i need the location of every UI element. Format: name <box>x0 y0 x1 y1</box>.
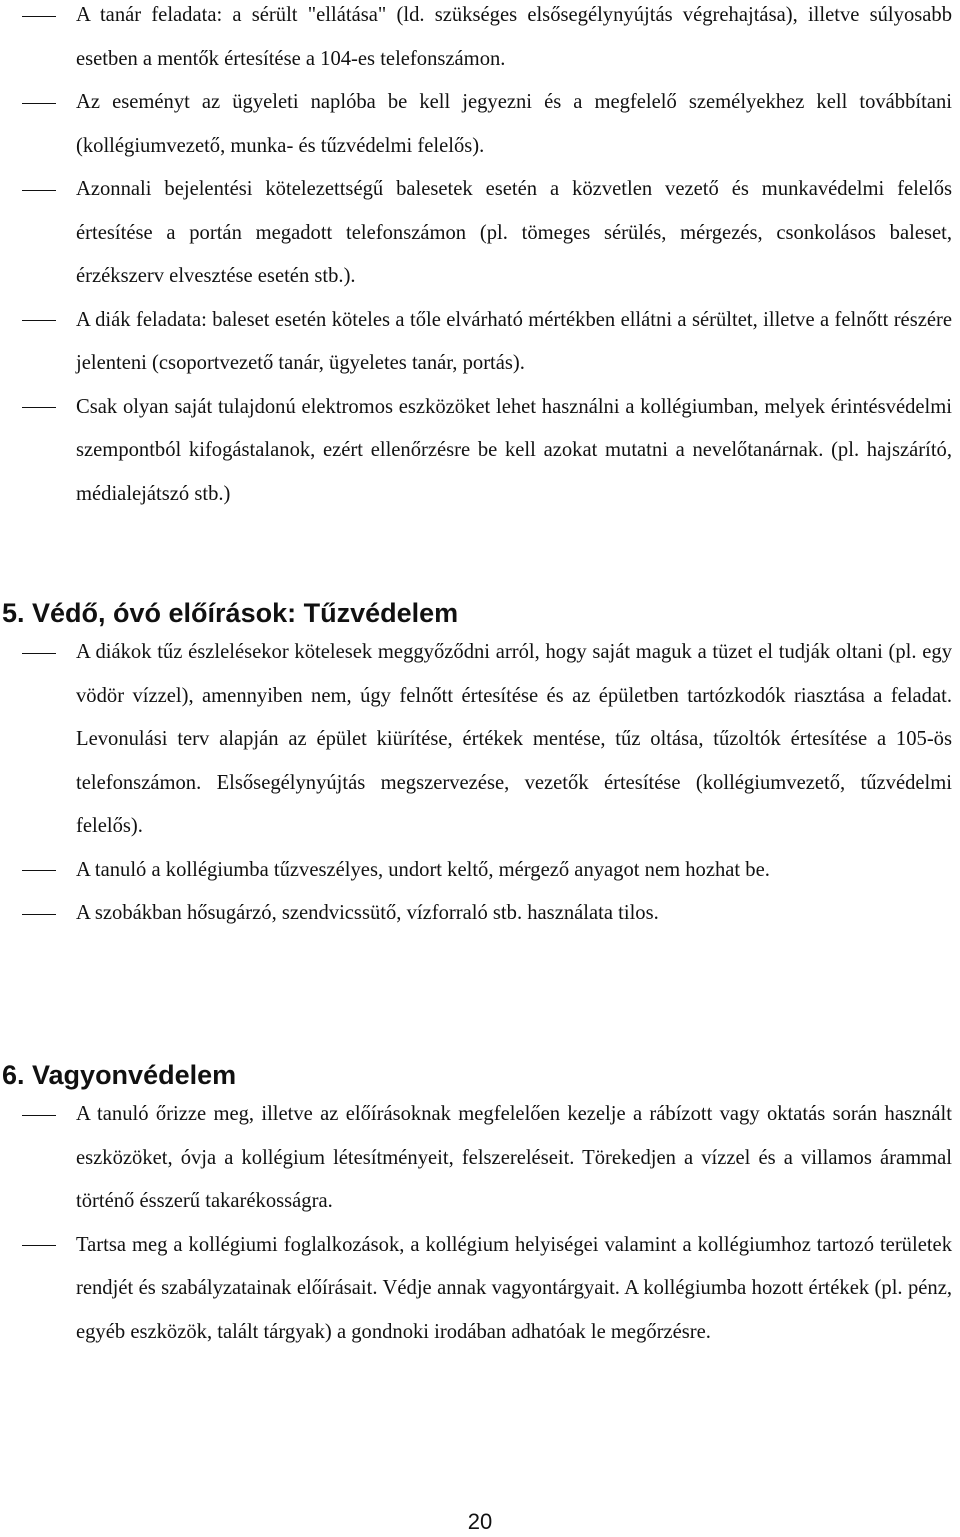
dash-bullet-icon <box>22 631 56 675</box>
list-item: Csak olyan saját tulajdonú elektromos eszközöket lehet használni a kollégiumban, melyek érintésvédelmi szempontból kifogástalanok, ezért ellenőrzésre be kell azokat mutatni a nevelőtanárnak. (pl. hajszárító, médialejátszó stb.) <box>0 386 960 517</box>
dash-bullet-icon <box>22 81 56 125</box>
dash-bullet-icon <box>22 168 56 212</box>
dash-bullet-icon <box>22 0 56 38</box>
dash-bullet-icon <box>22 849 56 893</box>
section-6-heading: 6. Vagyonvédelem <box>2 1060 237 1090</box>
list-item: Az eseményt az ügyeleti naplóba be kell jegyezni és a megfelelő személyekhez kell továbbítani (kollégiumvezető, munka- és tűzvédelmi felelős). <box>0 81 960 168</box>
list-item: A tanuló őrizze meg, illetve az előírásoknak megfelelően kezelje a rábízott vagy oktatás során használt eszközöket, óvja a kollégium létesítményeit, felszereléseit. Törekedjen a vízzel és a villamos árammal történő ésszerű takarékosságra. <box>0 1093 960 1224</box>
dash-bullet-icon <box>22 1093 56 1137</box>
list-item: Tartsa meg a kollégiumi foglalkozások, a kollégium helyiségei valamint a kollégiumhoz tartozó területek rendjét és szabályzatainak előírásait. Védje annak vagyontárgyait. A kollégiumba hozott értékek (pl. pénz, egyéb eszközök, talált tárgyak) a gondnoki irodában adhatóak le megőrzésre. <box>0 1224 960 1355</box>
section-5-heading: 5. Védő, óvó előírások: Tűzvédelem <box>2 598 459 628</box>
section-6-list <box>0 1093 960 1354</box>
list-item: A tanár feladata: a sérült "ellátása" (ld. szükséges elsősegélynyújtás végrehajtása), illetve súlyosabb esetben a mentők értesítése a 104-es telefonszámon. <box>0 0 960 81</box>
list-item: A tanuló a kollégiumba tűzveszélyes, undort keltő, mérgező anyagot nem hozhat be. <box>0 849 960 893</box>
list-item: A diákok tűz észlelésekor kötelesek meggyőződni arról, hogy saját maguk a tüzet el tudják oltani (pl. egy vödör vízzel), amennyiben nem, úgy felnőtt értesítése és az épületben tartózkodók riasztása a feladat. Levonulási terv alapján az épület kiürítése, értékek mentése, tűz oltása, tűzoltók értesítése a 105-ös telefonszámon. Elsősegélynyújtás megszervezése, vezetők értesítése (kollégiumvezető, tűzvédelmi felelős). <box>0 631 960 849</box>
dash-bullet-icon <box>22 892 56 936</box>
list-item: A szobákban hősugárzó, szendvicssütő, vízforraló stb. használata tilos. <box>0 892 960 936</box>
dash-bullet-icon <box>22 386 56 430</box>
page-number: 20 <box>467 1509 493 1534</box>
list-item: Azonnali bejelentési kötelezettségű balesetek esetén a közvetlen vezető és munkavédelmi felelős értesítése a portán megadott telefonszámon (pl. tömeges sérülés, mérgezés, csonkolásos baleset, érzékszerv elvesztése esetén stb.). <box>0 168 960 299</box>
dash-bullet-icon <box>22 1224 56 1268</box>
section-5-list <box>0 631 960 936</box>
previous-section-list <box>0 0 960 516</box>
list-item: A diák feladata: baleset esetén köteles a tőle elvárható mértékben ellátni a sérültet, illetve a felnőtt részére jelenteni (csoportvezető tanár, ügyeletes tanár, portás). <box>0 299 960 386</box>
dash-bullet-icon <box>22 299 56 343</box>
